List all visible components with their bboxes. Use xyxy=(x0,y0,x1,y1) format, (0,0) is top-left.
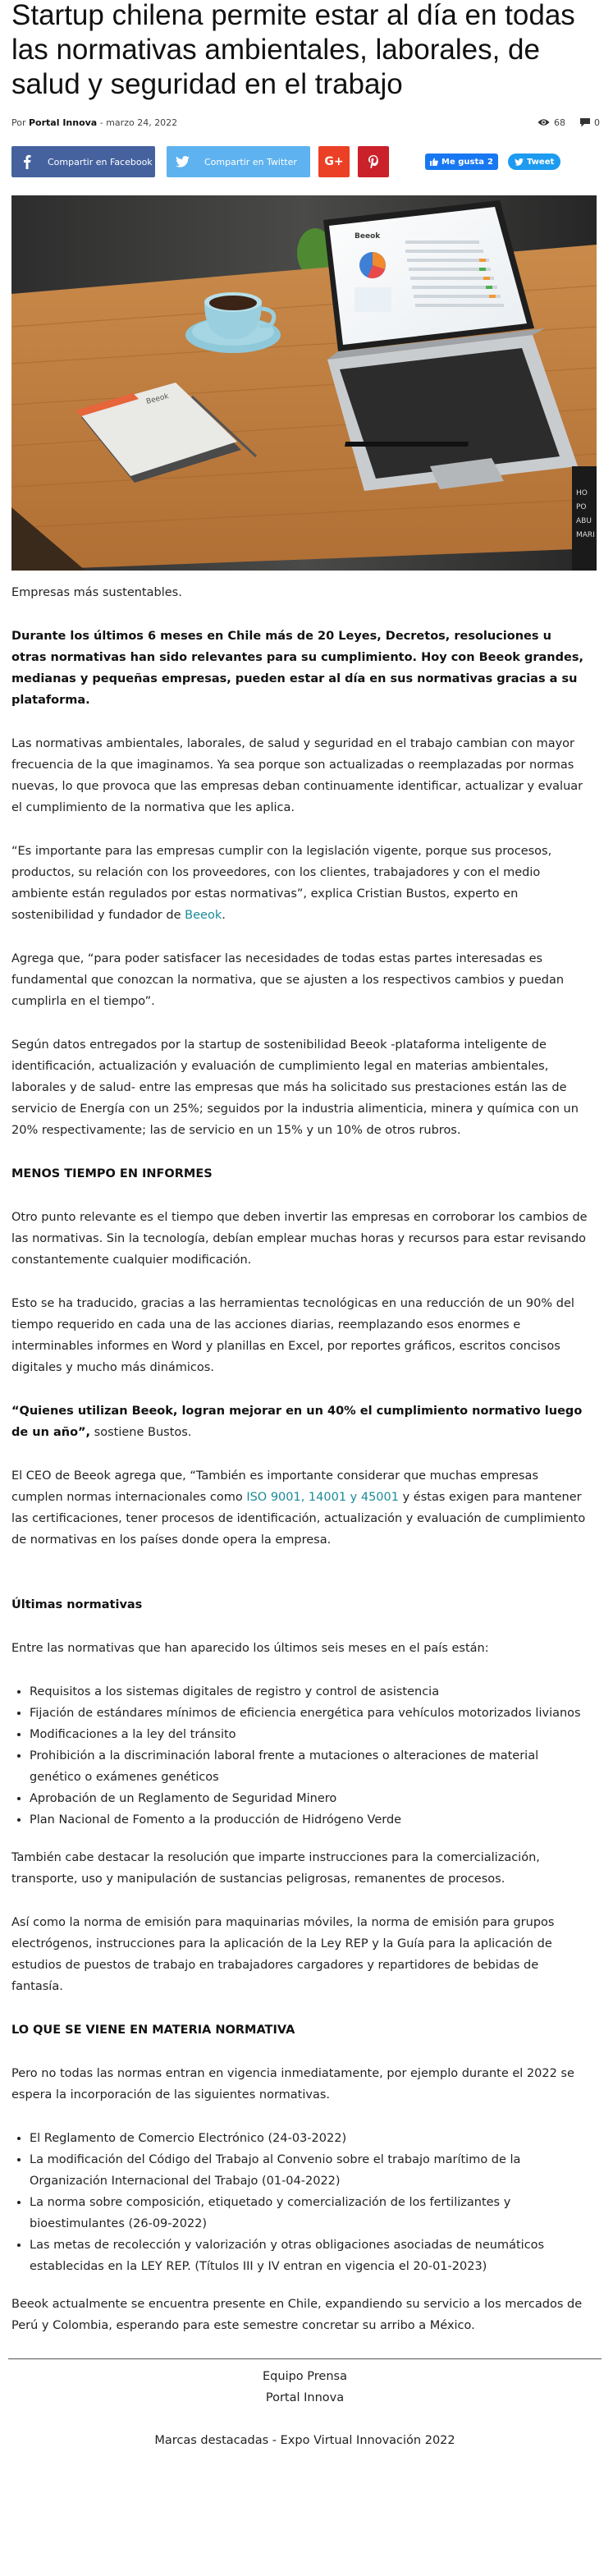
paragraph: Empresas más sustentables. xyxy=(11,586,182,599)
paragraph: Otro punto relevante es el tiempo que deben invertir las empresas en corroborar los cambios de las normativas. Sin la tecnología, debían emplear muchas horas y recursos para estar revisando constantemente cualquier modificación. xyxy=(11,1211,588,1267)
twitter-icon xyxy=(167,146,198,177)
section-heading: MENOS TIEMPO EN INFORMES xyxy=(11,1167,213,1180)
comment-icon xyxy=(580,118,590,127)
paragraph: Entre las normativas que han aparecido los últimos seis meses en el país están: xyxy=(11,1642,489,1655)
box-text-3: ABU xyxy=(576,517,592,525)
quote-paragraph xyxy=(11,1400,590,1443)
list-item: • Aprobación de un Reglamento de Seguridad Minero xyxy=(30,1788,590,1809)
list-item: • La modificación del Código del Trabajo al Convenio sobre el trabajo marítimo de la Organización Internacional del Trabajo (01-04-2022) xyxy=(30,2149,590,2192)
share-googleplus-button[interactable] xyxy=(318,146,350,177)
list-item: • El Reglamento de Comercio Electrónico (24-03-2022) xyxy=(30,2128,590,2149)
paragraph-text: El CEO de Beeok agrega que, “También es importante considerar que muchas empresas cumplen normas internacionales como xyxy=(11,1469,538,1504)
lead-text: Durante los últimos 6 meses en Chile más de 20 Leyes, Decretos, resoluciones u otras normativas han sido relevantes para su cumplimiento. Hoy con Beeok grandes, medianas y pequeñas empresas, pueden estar al día en sus normativas gracias a su plataforma. xyxy=(11,630,583,707)
paragraph: Beeok actualmente se encuentra presente en Chile, expandiendo su servicio a los mercados de Perú y Colombia, esperando para este semestre concretar su arribo a México. xyxy=(11,2298,583,2332)
cardboard-box xyxy=(572,466,597,571)
list-item: • Requisitos a los sistemas digitales de registro y control de asistencia xyxy=(30,1681,590,1703)
author-link[interactable]: Portal Innova xyxy=(29,117,98,128)
list-item: • Fijación de estándares mínimos de eficiencia energética para vehículos motorizados livianos xyxy=(30,1703,590,1724)
upcoming-list xyxy=(30,2128,590,2277)
share-pinterest-button[interactable] xyxy=(358,146,389,177)
signature xyxy=(8,2359,602,2409)
article-footer xyxy=(8,2358,602,2451)
normativas-list xyxy=(30,1681,590,1831)
lead-paragraph xyxy=(11,626,590,711)
quote-text: “Quienes utilizan Beeok, logran mejorar en un 40% el cumplimiento normativo luego de un año”, xyxy=(11,1405,583,1439)
box-text-4: MARI xyxy=(576,531,595,539)
paragraph: Las normativas ambientales, laborales, de salud y seguridad en el trabajo cambian con mayor frecuencia de la que imaginamos. Ya sea porque son actualizadas o reemplazadas por normas nuevas, lo que provoca que las empresas deban continuamente identificar, actualizar y evaluar el cumplimiento de la normativa que les aplica. xyxy=(11,737,583,814)
facebook-icon xyxy=(11,146,43,177)
tweet-label: Tweet xyxy=(526,157,555,167)
section-heading: Últimas normativas xyxy=(11,1598,143,1611)
paragraph: Agrega que, “para poder satisfacer las necesidades de todas estas partes interesadas es fundamental que conozcan la normativa, que se ajusten a los respectivos cambios y puedan cumplirla en el tiempo”. xyxy=(11,952,565,1008)
spacer xyxy=(11,1573,590,1594)
comments-count: 0 xyxy=(594,117,600,128)
list-item: • Modificaciones a la ley del tránsito xyxy=(30,1724,590,1745)
spacer xyxy=(8,2409,602,2430)
tweet-button[interactable] xyxy=(508,154,560,170)
list-item: • La norma sobre composición, etiquetado y comercialización de los fertilizantes y bioestimulantes (26-09-2022) xyxy=(30,2192,590,2235)
by-label: Por xyxy=(11,117,26,128)
thumbs-up-icon xyxy=(430,158,438,166)
byline xyxy=(11,117,177,128)
comments-stat[interactable] xyxy=(580,117,600,128)
iso-link[interactable]: ISO 9001, 14001 y 45001 xyxy=(246,1491,399,1504)
paragraph xyxy=(11,1465,590,1551)
paragraph: Pero no todas las normas entran en vigencia inmediatamente, por ejemplo durante el 2022 se espera la incorporación de las siguientes normativas. xyxy=(11,2067,574,2102)
share-facebook-label: Compartir en Facebook xyxy=(48,156,153,167)
notebook-brand: Beeok xyxy=(145,392,170,406)
publish-date: marzo 24, 2022 xyxy=(106,117,178,128)
pinterest-icon xyxy=(368,155,378,168)
paragraph: Esto se ha traducido, gracias a las herramientas tecnológicas en una reducción de un 90% del tiempo requerido en cada una de las acciones diarias, reemplazando esos enormes e interminables informes en Word y planillas en Excel, por reportes gráficos, escritos concisos digitales y mucho más dinámicos. xyxy=(11,1297,574,1374)
paragraph-text: “Es importante para las empresas cumplir con la legislación vigente, porque sus procesos, productos, su relación con los proveedores, con los clientes, trabajadores y con el medio ambiente están regulados por estas normativas”, explica Cristian Bustos, experto en sostenibilidad y fundador de xyxy=(11,845,552,922)
share-twitter-button[interactable] xyxy=(167,146,310,177)
box-text-1: HO xyxy=(576,489,588,497)
views-stat xyxy=(538,117,565,128)
paragraph: También cabe destacar la resolución que imparte instrucciones para la comercialización, transporte, uso y manipulación de sustancias peligrosas, remanentes de procesos. xyxy=(11,1851,540,1886)
date-separator: - xyxy=(99,117,103,128)
article-meta xyxy=(11,113,600,131)
like-label: Me gusta xyxy=(441,157,484,167)
facebook-like-button[interactable] xyxy=(425,154,498,170)
eye-icon xyxy=(538,118,550,126)
bird-icon xyxy=(515,158,524,166)
article-title: Startup chilena permite estar al día en todas las normativas ambientales, laborales, de salud y seguridad en el trabajo xyxy=(11,0,575,100)
laptop-brand: Beeok xyxy=(355,232,381,241)
list-item: • Plan Nacional de Fomento a la producción de Hidrógeno Verde xyxy=(30,1809,590,1831)
share-twitter-label: Compartir en Twitter xyxy=(204,156,297,167)
box-text-2: PO xyxy=(576,503,587,511)
share-facebook-button[interactable] xyxy=(11,146,155,177)
brands-link[interactable]: Marcas destacadas - Expo Virtual Innovación 2022 xyxy=(154,2434,455,2447)
signature-line-2: Portal Innova xyxy=(265,2391,345,2404)
beeok-link[interactable]: Beeok xyxy=(185,909,222,922)
paragraph: Según datos entregados por la startup de sostenibilidad Beeok -plataforma inteligente de identificación, actualización y evaluación de cumplimiento legal en materias ambientales, laborales y de salud- entre las empresas que más ha solicitado sus prestaciones están las de servicio de Energía con un 25%; seguidos por la industria alimenticia, minera y química con un 20% respectivamente; las de servicio en un 15% y un 10% de otros rubros. xyxy=(11,1038,579,1137)
paragraph: Así como la norma de emisión para maquinarias móviles, la norma de emisión para grupos electrógenos, instrucciones para la aplicación de la Ley REP y la Guía para la aplicación de estudios de puestos de trabajo en trabajadores cargadores y repartidores de bebidas de fantasía. xyxy=(11,1916,555,1993)
signature-line-1: Equipo Prensa xyxy=(263,2370,347,2383)
like-count: 2 xyxy=(487,157,493,167)
article-body xyxy=(11,582,590,2336)
hero-image xyxy=(11,195,597,571)
googleplus-icon: G+ xyxy=(324,155,344,168)
share-bar xyxy=(11,146,600,177)
section-heading: LO QUE SE VIENE EN MATERIA NORMATIVA xyxy=(11,2024,295,2037)
list-item: • Las metas de recolección y valorización y otras obligaciones asociadas de neumáticos establecidas en la LEY REP. (Títulos III y IV entran en vigencia el 20-01-2023) xyxy=(30,2235,590,2277)
paragraph xyxy=(11,841,590,926)
list-item: • Prohibición a la discriminación laboral frente a mutaciones o alteraciones de material genético o exámenes genéticos xyxy=(30,1745,590,1788)
paragraph-text: y éstas exigen para mantener las certificaciones, tener procesos de identificación, actualización y evaluación de cumplimiento de normativas en los países donde opera la empresa. xyxy=(11,1491,586,1547)
views-count: 68 xyxy=(554,117,565,128)
paragraph-end: . xyxy=(222,909,226,922)
quote-attribution: sostiene Bustos. xyxy=(90,1426,192,1439)
article-stats xyxy=(538,117,600,128)
